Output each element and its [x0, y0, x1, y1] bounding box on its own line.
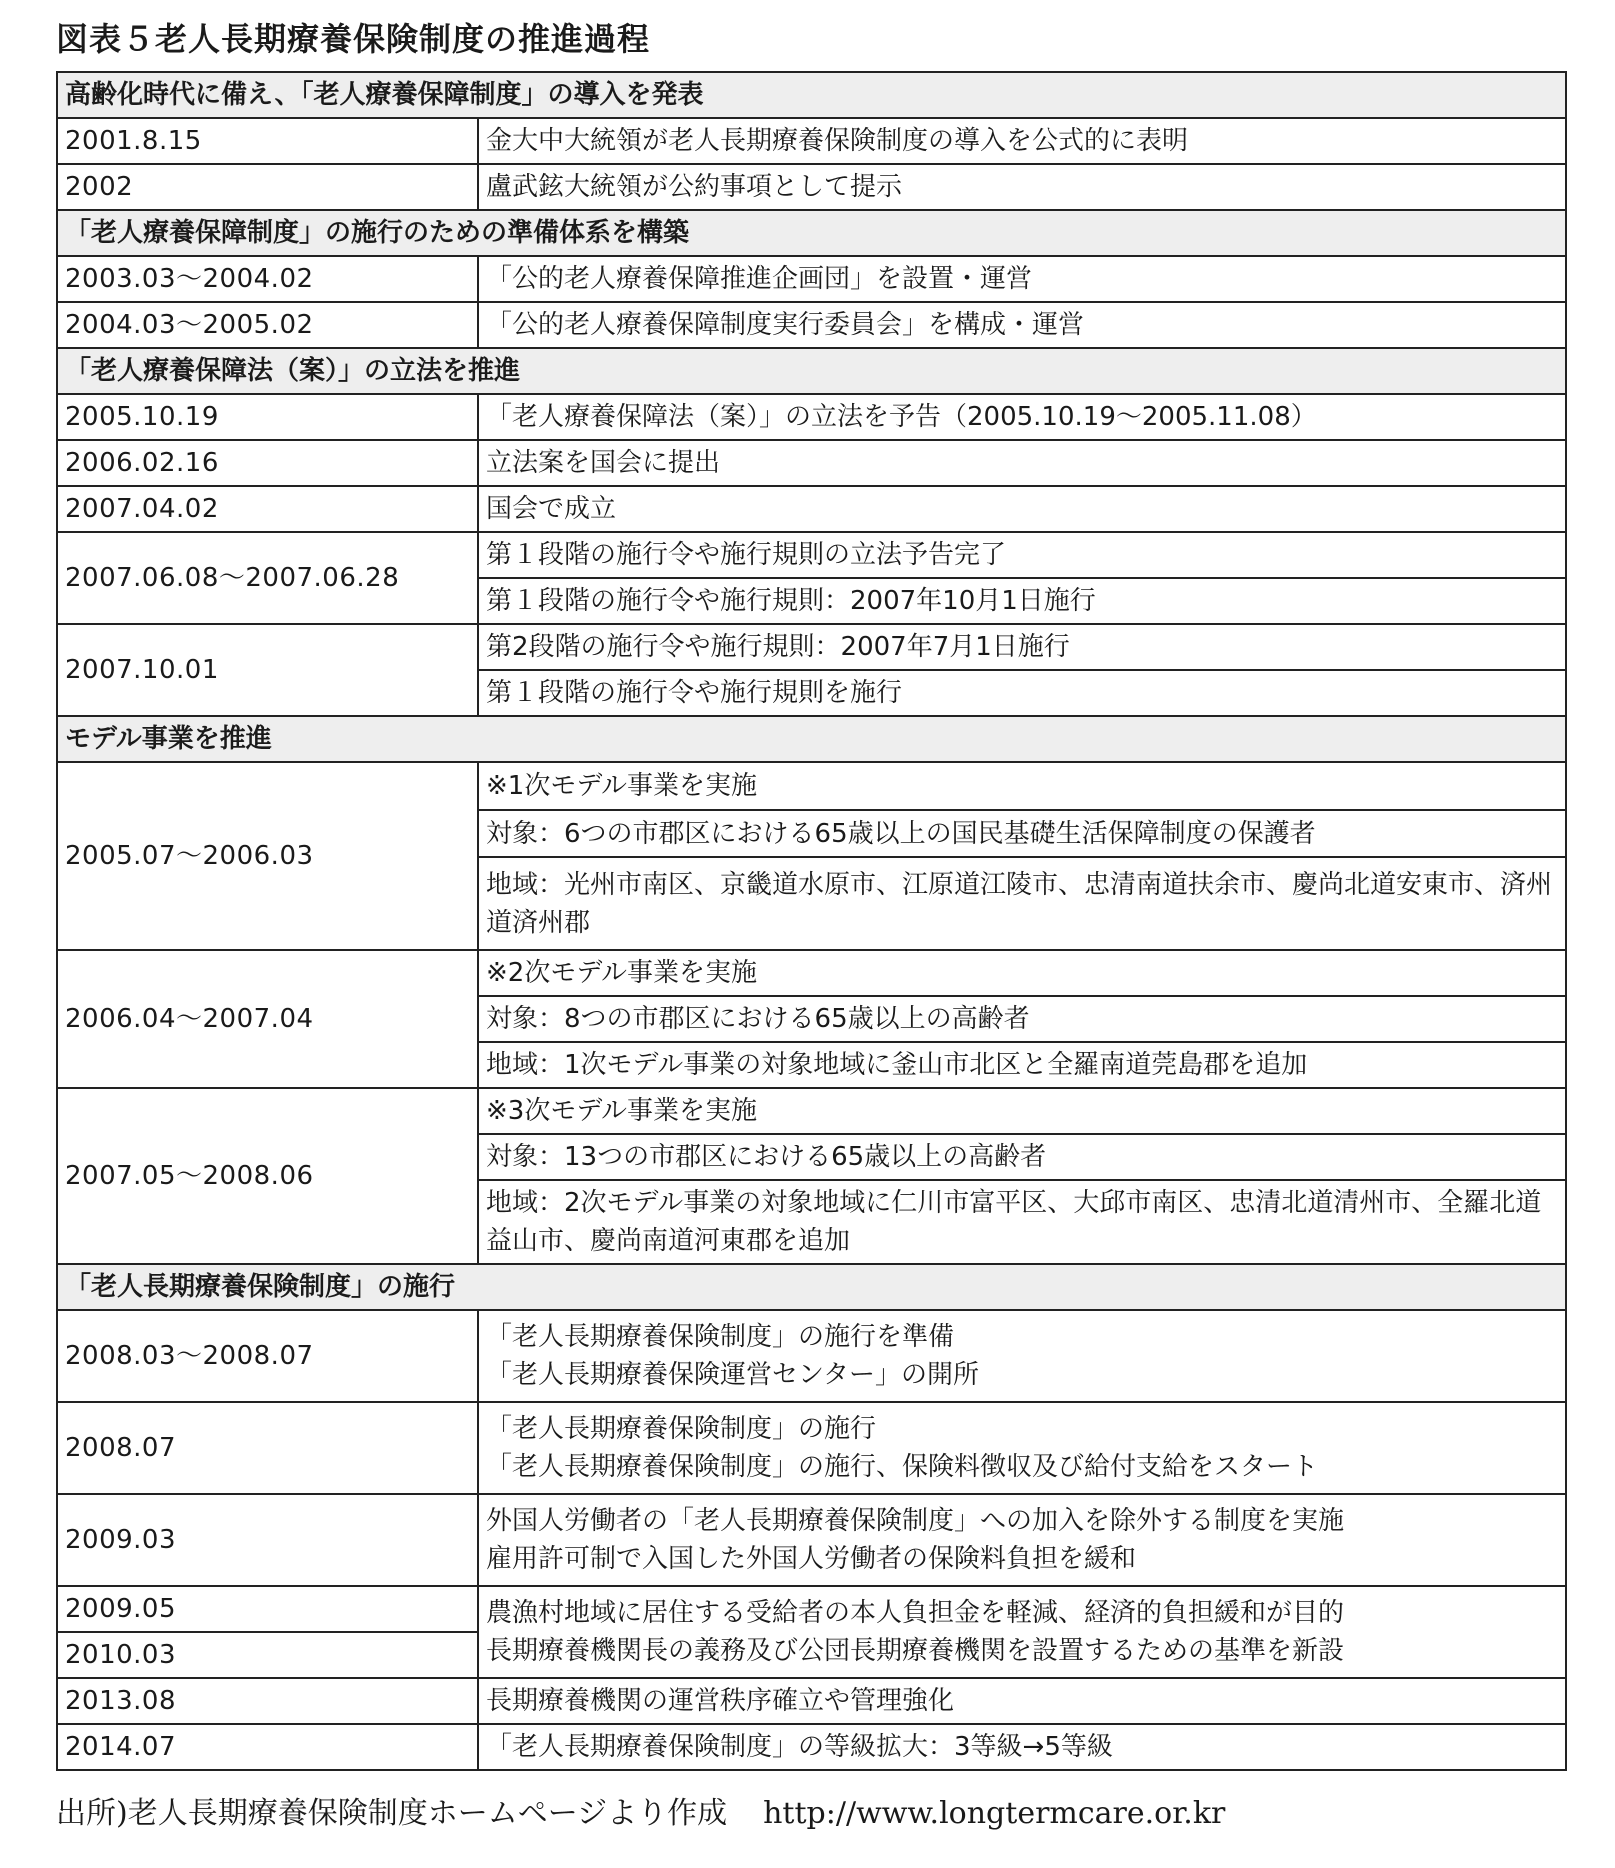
date-cell: 2006.02.16 — [57, 440, 478, 486]
event-cell: 長期療養機関の運営秩序確立や管理強化 — [478, 1678, 1566, 1724]
event-line: 外国人労働者の「老人長期療養保険制度」への加入を除外する制度を実施 — [486, 1506, 1345, 1536]
date-cell: 2006.04〜2007.04 — [57, 950, 478, 1088]
event-cell: 「公的老人療養保障推進企画団」を設置・運営 — [478, 256, 1566, 302]
section-header-row — [57, 1264, 1566, 1310]
source-note — [56, 1788, 1225, 1832]
table-row — [57, 1088, 1566, 1134]
event-cell: ※2次モデル事業を実施 — [478, 950, 1566, 996]
event-cell — [478, 1494, 1566, 1586]
event-cell: 対象：13つの市郡区における65歳以上の高齢者 — [478, 1134, 1566, 1180]
date-cell: 2013.08 — [57, 1678, 478, 1724]
section-header: 「老人療養保障法（案）」の立法を推進 — [57, 348, 1566, 394]
source-text: 出所)老人長期療養保険制度ホームページより作成 — [56, 1796, 728, 1831]
date-cell: 2003.03〜2004.02 — [57, 256, 478, 302]
date-cell: 2009.05 — [57, 1586, 478, 1632]
table-row — [57, 1724, 1566, 1770]
date-cell: 2005.07〜2006.03 — [57, 762, 478, 950]
section-header: 「老人療養保障制度」の施行のための準備体系を構築 — [57, 210, 1566, 256]
table-row — [57, 1402, 1566, 1494]
date-cell: 2014.07 — [57, 1724, 478, 1770]
event-line: 「老人長期療養保険制度」の施行、保険料徴収及び給付支給をスタート — [486, 1452, 1319, 1482]
event-line: 長期療養機関長の義務及び公団長期療養機関を設置するための基準を新設 — [486, 1636, 1345, 1666]
section-header: 高齢化時代に備え、「老人療養保障制度」の導入を発表 — [57, 72, 1566, 118]
event-cell: 対象：8つの市郡区における65歳以上の高齢者 — [478, 996, 1566, 1042]
date-cell: 2007.10.01 — [57, 624, 478, 716]
table-row — [57, 1678, 1566, 1724]
event-line: 「老人長期療養保険制度」の施行を準備 — [486, 1322, 955, 1352]
date-cell: 2007.04.02 — [57, 486, 478, 532]
table-row — [57, 440, 1566, 486]
timeline-table — [56, 71, 1567, 1771]
section-header: 「老人長期療養保険制度」の施行 — [57, 1264, 1566, 1310]
table-row — [57, 118, 1566, 164]
event-line: 「老人長期療養保険運営センター」の開所 — [486, 1360, 979, 1390]
section-header: モデル事業を推進 — [57, 716, 1566, 762]
table-row — [57, 1586, 1566, 1632]
event-cell: 対象：6つの市郡区における65歳以上の国民基礎生活保障制度の保護者 — [478, 810, 1566, 857]
date-cell: 2007.06.08〜2007.06.28 — [57, 532, 478, 624]
date-cell: 2005.10.19 — [57, 394, 478, 440]
event-cell: ※3次モデル事業を実施 — [478, 1088, 1566, 1134]
event-line: 農漁村地域に居住する受給者の本人負担金を軽減、経済的負担緩和が目的 — [486, 1598, 1345, 1628]
event-cell: 国会で成立 — [478, 486, 1566, 532]
date-cell: 2002 — [57, 164, 478, 210]
figure-title: 図表５老人長期療養保険制度の推進過程 — [56, 20, 651, 58]
event-cell: 地域：光州市南区、京畿道水原市、江原道江陵市、忠清南道扶余市、慶尚北道安東市、済州道済州郡 — [478, 857, 1566, 950]
section-header-row — [57, 210, 1566, 256]
table-row — [57, 624, 1566, 670]
section-header-row — [57, 348, 1566, 394]
date-cell: 2009.03 — [57, 1494, 478, 1586]
event-line: 「老人長期療養保険制度」の施行 — [486, 1414, 877, 1444]
table-row — [57, 394, 1566, 440]
date-cell: 2004.03〜2005.02 — [57, 302, 478, 348]
event-cell: 盧武鉉大統領が公約事項として提示 — [478, 164, 1566, 210]
date-cell: 2001.8.15 — [57, 118, 478, 164]
table-row — [57, 486, 1566, 532]
date-cell: 2008.07 — [57, 1402, 478, 1494]
event-cell: 「老人療養保障法（案）」の立法を予告（2005.10.19〜2005.11.08） — [478, 394, 1566, 440]
event-cell: ※1次モデル事業を実施 — [478, 762, 1566, 810]
event-cell: 第2段階の施行令や施行規則：2007年7月1日施行 — [478, 624, 1566, 670]
table-row — [57, 762, 1566, 810]
table-row — [57, 532, 1566, 578]
section-header-row — [57, 716, 1566, 762]
section-header-row — [57, 72, 1566, 118]
event-cell: 「公的老人療養保障制度実行委員会」を構成・運営 — [478, 302, 1566, 348]
table-row — [57, 256, 1566, 302]
event-cell: 金大中大統領が老人長期療養保険制度の導入を公式的に表明 — [478, 118, 1566, 164]
event-cell — [478, 1586, 1566, 1678]
event-cell: 地域：1次モデル事業の対象地域に釜山市北区と全羅南道莞島郡を追加 — [478, 1042, 1566, 1088]
event-cell: 立法案を国会に提出 — [478, 440, 1566, 486]
source-url: http://www.longtermcare.or.kr — [763, 1796, 1226, 1831]
event-cell: 「老人長期療養保険制度」の等級拡大：3等級→5等級 — [478, 1724, 1566, 1770]
table-row — [57, 1494, 1566, 1586]
event-cell: 第１段階の施行令や施行規則を施行 — [478, 670, 1566, 716]
date-cell: 2010.03 — [57, 1632, 478, 1678]
event-cell — [478, 1402, 1566, 1494]
event-cell: 第１段階の施行令や施行規則の立法予告完了 — [478, 532, 1566, 578]
event-line: 雇用許可制で入国した外国人労働者の保険料負担を緩和 — [486, 1544, 1137, 1574]
date-cell: 2007.05〜2008.06 — [57, 1088, 478, 1264]
table-row — [57, 164, 1566, 210]
table-row — [57, 302, 1566, 348]
event-cell: 地域：2次モデル事業の対象地域に仁川市富平区、大邱市南区、忠清北道清州市、全羅北道益山市、慶尚南道河東郡を追加 — [478, 1180, 1566, 1264]
table-row — [57, 1310, 1566, 1402]
event-cell — [478, 1310, 1566, 1402]
date-cell: 2008.03〜2008.07 — [57, 1310, 478, 1402]
table-row — [57, 950, 1566, 996]
event-cell: 第１段階の施行令や施行規則：2007年10月1日施行 — [478, 578, 1566, 624]
